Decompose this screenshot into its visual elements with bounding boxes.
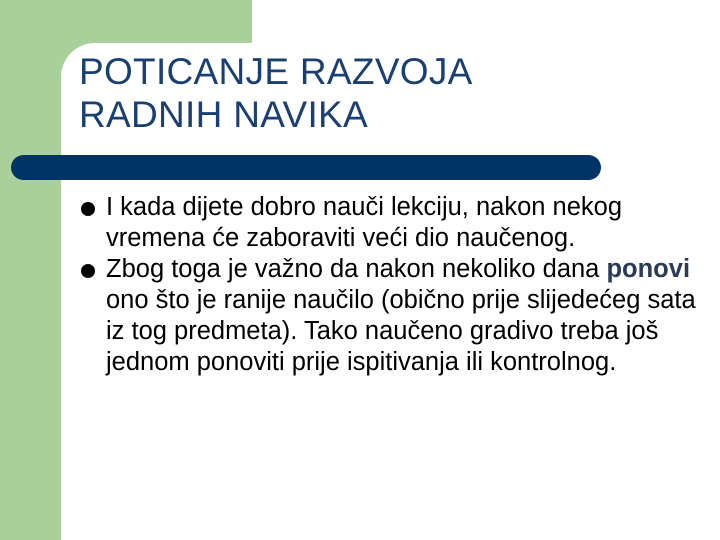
bullet-item <box>80 192 700 254</box>
slide-body <box>80 192 700 378</box>
title-divider-bar <box>11 155 601 180</box>
slide-title <box>79 50 699 136</box>
bullet-text: I kada dijete dobro nauči lekciju, nakon nekog vremena će zaboraviti veći dio naučenog. <box>106 193 623 252</box>
bullet-dot-icon <box>81 202 95 216</box>
slide-title-line-1: POTICANJE RAZVOJA <box>79 51 473 92</box>
bullet-item <box>80 254 700 378</box>
bullet-emphasis: ponovi <box>606 255 691 283</box>
bullet-dot-icon <box>81 264 95 278</box>
bullet-text-after: ono što je ranije naučilo (obično prije slijedećeg sata iz tog predmeta). Tako naučeno gradivo treba još jednom ponoviti prije ispitivanja ili kontrolnog. <box>106 286 696 376</box>
slide-title-line-2: RADNIH NAVIKA <box>79 94 368 135</box>
bullet-text-before: Zbog toga je važno da nakon nekoliko dana <box>106 255 607 283</box>
